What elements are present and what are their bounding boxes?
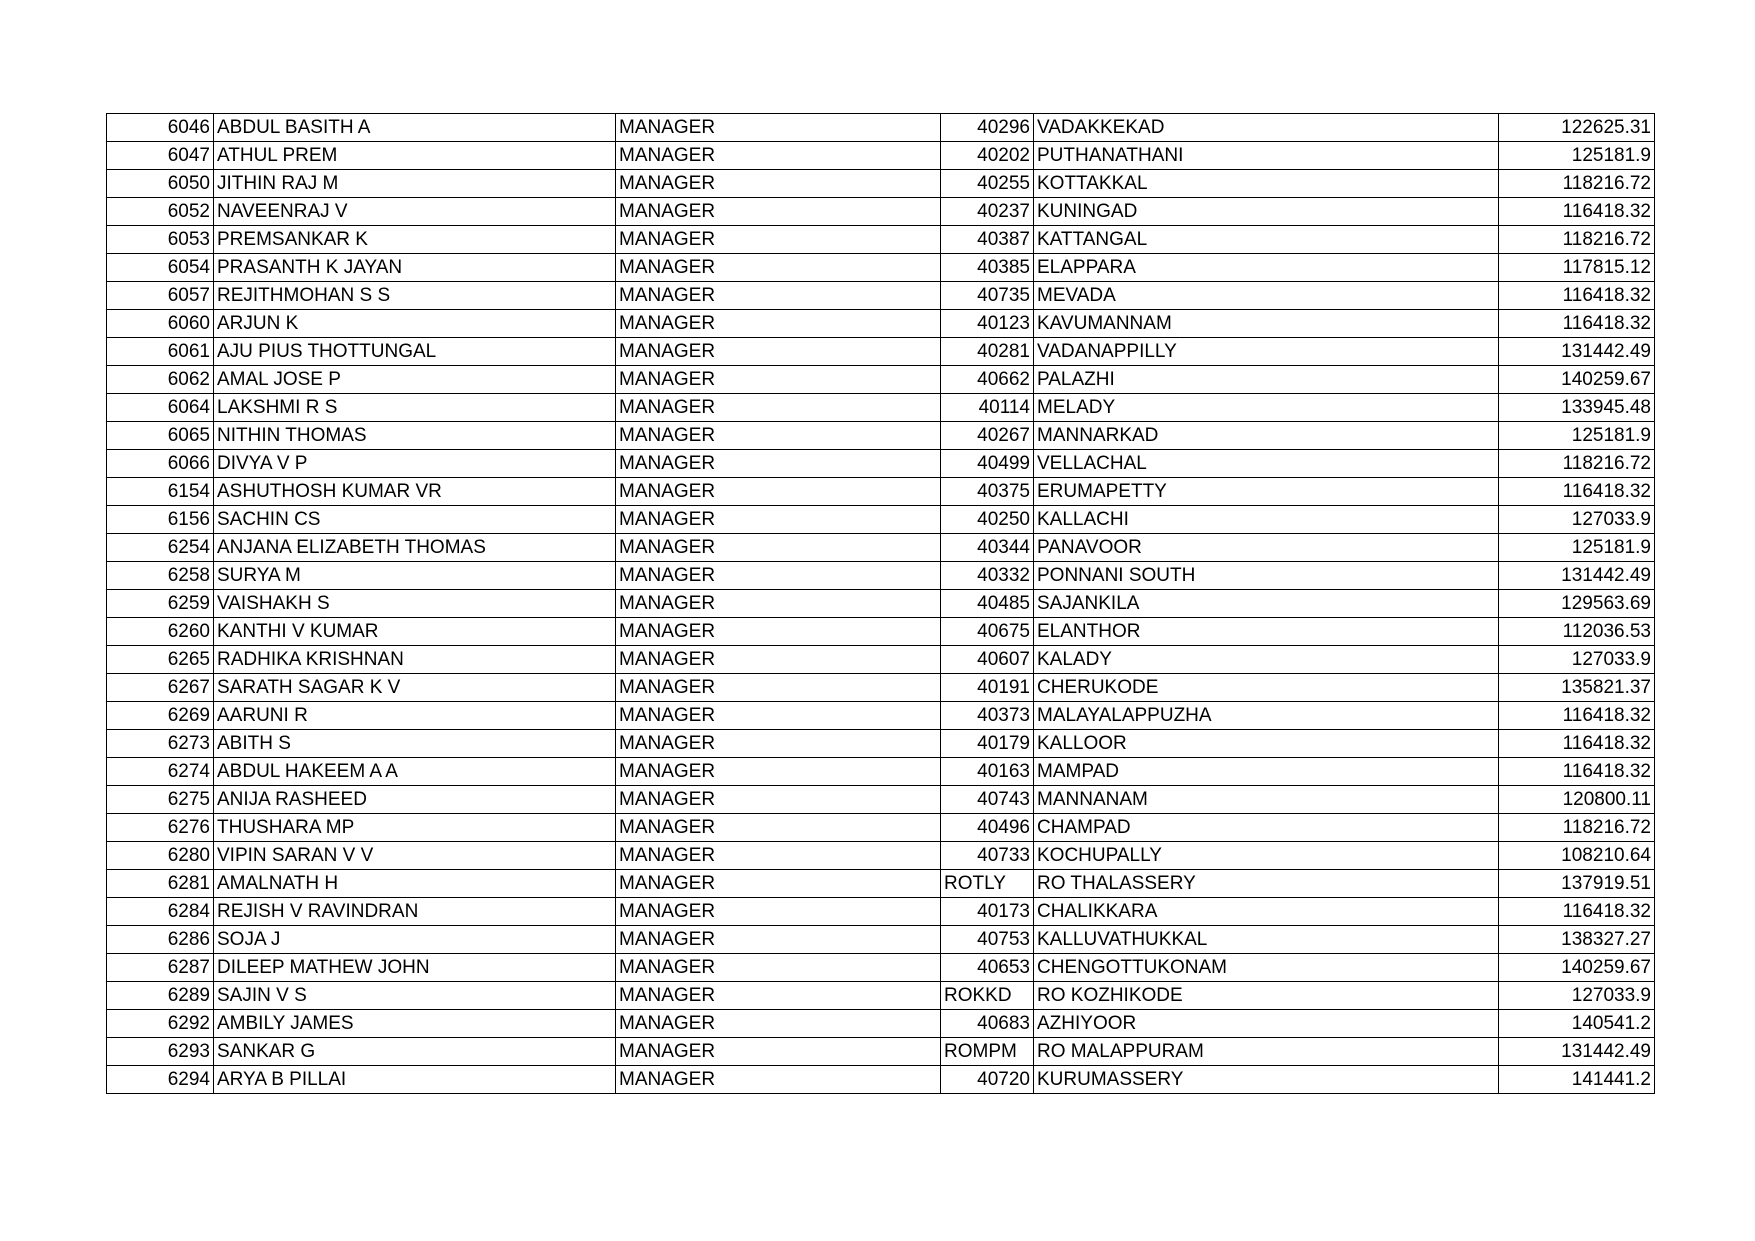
table-row — [107, 926, 1655, 954]
designation-cell: MANAGER — [616, 394, 941, 422]
branch-code-cell: 40653 — [941, 954, 1034, 982]
table-row — [107, 646, 1655, 674]
table-row — [107, 394, 1655, 422]
designation-cell: MANAGER — [616, 646, 941, 674]
branch-code-cell: 40173 — [941, 898, 1034, 926]
emp-id-cell: 6065 — [107, 422, 214, 450]
table-row — [107, 534, 1655, 562]
designation-cell: MANAGER — [616, 1038, 941, 1066]
branch-name-cell: CHAMPAD — [1034, 814, 1499, 842]
table-row — [107, 254, 1655, 282]
branch-name-cell: VADAKKEKAD — [1034, 114, 1499, 142]
emp-id-cell: 6267 — [107, 674, 214, 702]
branch-name-cell: PUTHANATHANI — [1034, 142, 1499, 170]
designation-cell: MANAGER — [616, 618, 941, 646]
employee-name-cell: ABITH S — [214, 730, 616, 758]
amount-cell: 120800.11 — [1499, 786, 1655, 814]
emp-id-cell: 6062 — [107, 366, 214, 394]
employee-name-cell: REJITHMOHAN S S — [214, 282, 616, 310]
table-row — [107, 618, 1655, 646]
designation-cell: MANAGER — [616, 674, 941, 702]
designation-cell: MANAGER — [616, 982, 941, 1010]
designation-cell: MANAGER — [616, 142, 941, 170]
branch-code-cell: 40267 — [941, 422, 1034, 450]
branch-code-cell: 40163 — [941, 758, 1034, 786]
emp-id-cell: 6066 — [107, 450, 214, 478]
amount-cell: 140259.67 — [1499, 954, 1655, 982]
branch-code-cell: 40743 — [941, 786, 1034, 814]
employee-name-cell: AMAL JOSE P — [214, 366, 616, 394]
emp-id-cell: 6289 — [107, 982, 214, 1010]
emp-id-cell: 6259 — [107, 590, 214, 618]
amount-cell: 117815.12 — [1499, 254, 1655, 282]
emp-id-cell: 6046 — [107, 114, 214, 142]
amount-cell: 125181.9 — [1499, 534, 1655, 562]
employee-name-cell: ABDUL HAKEEM A A — [214, 758, 616, 786]
branch-name-cell: CHENGOTTUKONAM — [1034, 954, 1499, 982]
amount-cell: 137919.51 — [1499, 870, 1655, 898]
amount-cell: 129563.69 — [1499, 590, 1655, 618]
branch-code-cell: 40385 — [941, 254, 1034, 282]
branch-name-cell: RO MALAPPURAM — [1034, 1038, 1499, 1066]
employee-name-cell: ASHUTHOSH KUMAR VR — [214, 478, 616, 506]
emp-id-cell: 6276 — [107, 814, 214, 842]
emp-id-cell: 6050 — [107, 170, 214, 198]
designation-cell: MANAGER — [616, 814, 941, 842]
emp-id-cell: 6265 — [107, 646, 214, 674]
amount-cell: 140541.2 — [1499, 1010, 1655, 1038]
amount-cell: 116418.32 — [1499, 898, 1655, 926]
branch-name-cell: KAVUMANNAM — [1034, 310, 1499, 338]
branch-name-cell: MAMPAD — [1034, 758, 1499, 786]
emp-id-cell: 6061 — [107, 338, 214, 366]
table-row — [107, 674, 1655, 702]
table-row — [107, 310, 1655, 338]
branch-name-cell: PALAZHI — [1034, 366, 1499, 394]
branch-code-cell: 40373 — [941, 702, 1034, 730]
employee-name-cell: SACHIN CS — [214, 506, 616, 534]
table-row — [107, 198, 1655, 226]
amount-cell: 131442.49 — [1499, 338, 1655, 366]
branch-name-cell: PANAVOOR — [1034, 534, 1499, 562]
designation-cell: MANAGER — [616, 842, 941, 870]
designation-cell: MANAGER — [616, 926, 941, 954]
amount-cell: 127033.9 — [1499, 982, 1655, 1010]
employee-name-cell: AARUNI R — [214, 702, 616, 730]
table-row — [107, 870, 1655, 898]
table-row — [107, 422, 1655, 450]
designation-cell: MANAGER — [616, 786, 941, 814]
branch-code-cell: 40720 — [941, 1066, 1034, 1094]
employee-name-cell: THUSHARA MP — [214, 814, 616, 842]
designation-cell: MANAGER — [616, 758, 941, 786]
branch-name-cell: AZHIYOOR — [1034, 1010, 1499, 1038]
employee-name-cell: LAKSHMI R S — [214, 394, 616, 422]
designation-cell: MANAGER — [616, 478, 941, 506]
employee-table — [106, 113, 1655, 1094]
amount-cell: 138327.27 — [1499, 926, 1655, 954]
branch-name-cell: VADANAPPILLY — [1034, 338, 1499, 366]
employee-name-cell: ARYA B PILLAI — [214, 1066, 616, 1094]
amount-cell: 131442.49 — [1499, 562, 1655, 590]
table-row — [107, 1066, 1655, 1094]
emp-id-cell: 6273 — [107, 730, 214, 758]
branch-code-cell: 40191 — [941, 674, 1034, 702]
designation-cell: MANAGER — [616, 590, 941, 618]
amount-cell: 116418.32 — [1499, 478, 1655, 506]
designation-cell: MANAGER — [616, 170, 941, 198]
branch-name-cell: ERUMAPETTY — [1034, 478, 1499, 506]
emp-id-cell: 6053 — [107, 226, 214, 254]
emp-id-cell: 6294 — [107, 1066, 214, 1094]
emp-id-cell: 6280 — [107, 842, 214, 870]
employee-name-cell: AJU PIUS THOTTUNGAL — [214, 338, 616, 366]
emp-id-cell: 6060 — [107, 310, 214, 338]
employee-name-cell: PRASANTH K JAYAN — [214, 254, 616, 282]
employee-name-cell: SOJA J — [214, 926, 616, 954]
branch-code-cell: 40675 — [941, 618, 1034, 646]
table-row — [107, 114, 1655, 142]
table-row — [107, 366, 1655, 394]
designation-cell: MANAGER — [616, 310, 941, 338]
employee-table-body — [107, 114, 1655, 1094]
employee-name-cell: ANIJA RASHEED — [214, 786, 616, 814]
branch-name-cell: MEVADA — [1034, 282, 1499, 310]
branch-name-cell: MELADY — [1034, 394, 1499, 422]
table-row — [107, 954, 1655, 982]
branch-name-cell: VELLACHAL — [1034, 450, 1499, 478]
table-row — [107, 758, 1655, 786]
emp-id-cell: 6258 — [107, 562, 214, 590]
branch-name-cell: MANNANAM — [1034, 786, 1499, 814]
branch-name-cell: KALADY — [1034, 646, 1499, 674]
branch-name-cell: ELAPPARA — [1034, 254, 1499, 282]
employee-name-cell: SARATH SAGAR K V — [214, 674, 616, 702]
amount-cell: 140259.67 — [1499, 366, 1655, 394]
emp-id-cell: 6287 — [107, 954, 214, 982]
designation-cell: MANAGER — [616, 562, 941, 590]
table-row — [107, 730, 1655, 758]
designation-cell: MANAGER — [616, 282, 941, 310]
amount-cell: 116418.32 — [1499, 730, 1655, 758]
branch-code-cell: 40753 — [941, 926, 1034, 954]
emp-id-cell: 6293 — [107, 1038, 214, 1066]
table-row — [107, 506, 1655, 534]
amount-cell: 118216.72 — [1499, 170, 1655, 198]
employee-name-cell: ARJUN K — [214, 310, 616, 338]
branch-code-cell: 40255 — [941, 170, 1034, 198]
designation-cell: MANAGER — [616, 870, 941, 898]
branch-name-cell: MALAYALAPPUZHA — [1034, 702, 1499, 730]
branch-name-cell: PONNANI SOUTH — [1034, 562, 1499, 590]
emp-id-cell: 6052 — [107, 198, 214, 226]
amount-cell: 118216.72 — [1499, 450, 1655, 478]
branch-code-cell: 40114 — [941, 394, 1034, 422]
branch-name-cell: MANNARKAD — [1034, 422, 1499, 450]
emp-id-cell: 6275 — [107, 786, 214, 814]
amount-cell: 141441.2 — [1499, 1066, 1655, 1094]
table-row — [107, 590, 1655, 618]
designation-cell: MANAGER — [616, 506, 941, 534]
table-row — [107, 814, 1655, 842]
table-row — [107, 450, 1655, 478]
employee-name-cell: DIVYA V P — [214, 450, 616, 478]
table-row — [107, 338, 1655, 366]
branch-name-cell: RO THALASSERY — [1034, 870, 1499, 898]
branch-name-cell: KALLACHI — [1034, 506, 1499, 534]
branch-name-cell: KALLUVATHUKKAL — [1034, 926, 1499, 954]
table-row — [107, 562, 1655, 590]
emp-id-cell: 6154 — [107, 478, 214, 506]
branch-code-cell: 40733 — [941, 842, 1034, 870]
amount-cell: 108210.64 — [1499, 842, 1655, 870]
designation-cell: MANAGER — [616, 954, 941, 982]
amount-cell: 133945.48 — [1499, 394, 1655, 422]
employee-name-cell: DILEEP MATHEW JOHN — [214, 954, 616, 982]
amount-cell: 116418.32 — [1499, 198, 1655, 226]
table-row — [107, 170, 1655, 198]
employee-name-cell: ABDUL BASITH A — [214, 114, 616, 142]
table-row — [107, 1010, 1655, 1038]
amount-cell: 131442.49 — [1499, 1038, 1655, 1066]
table-row — [107, 842, 1655, 870]
employee-name-cell: NAVEENRAJ V — [214, 198, 616, 226]
employee-name-cell: JITHIN RAJ M — [214, 170, 616, 198]
branch-name-cell: KURUMASSERY — [1034, 1066, 1499, 1094]
table-row — [107, 226, 1655, 254]
branch-code-cell: 40179 — [941, 730, 1034, 758]
employee-name-cell: VAISHAKH S — [214, 590, 616, 618]
designation-cell: MANAGER — [616, 366, 941, 394]
branch-name-cell: CHERUKODE — [1034, 674, 1499, 702]
emp-id-cell: 6281 — [107, 870, 214, 898]
branch-name-cell: KATTANGAL — [1034, 226, 1499, 254]
emp-id-cell: 6269 — [107, 702, 214, 730]
employee-name-cell: AMBILY JAMES — [214, 1010, 616, 1038]
emp-id-cell: 6057 — [107, 282, 214, 310]
table-row — [107, 898, 1655, 926]
branch-code-cell: 40123 — [941, 310, 1034, 338]
emp-id-cell: 6064 — [107, 394, 214, 422]
employee-name-cell: AMALNATH H — [214, 870, 616, 898]
amount-cell: 125181.9 — [1499, 422, 1655, 450]
branch-code-cell: 40387 — [941, 226, 1034, 254]
table-row — [107, 478, 1655, 506]
table-row — [107, 282, 1655, 310]
branch-code-cell: 40296 — [941, 114, 1034, 142]
table-row — [107, 702, 1655, 730]
amount-cell: 118216.72 — [1499, 814, 1655, 842]
designation-cell: MANAGER — [616, 702, 941, 730]
designation-cell: MANAGER — [616, 450, 941, 478]
branch-code-cell: 40237 — [941, 198, 1034, 226]
amount-cell: 116418.32 — [1499, 758, 1655, 786]
employee-name-cell: ANJANA ELIZABETH THOMAS — [214, 534, 616, 562]
amount-cell: 127033.9 — [1499, 646, 1655, 674]
amount-cell: 122625.31 — [1499, 114, 1655, 142]
emp-id-cell: 6292 — [107, 1010, 214, 1038]
branch-code-cell: 40485 — [941, 590, 1034, 618]
table-row — [107, 1038, 1655, 1066]
table-row — [107, 786, 1655, 814]
designation-cell: MANAGER — [616, 1066, 941, 1094]
branch-name-cell: CHALIKKARA — [1034, 898, 1499, 926]
branch-code-cell: ROKKD — [941, 982, 1034, 1010]
emp-id-cell: 6156 — [107, 506, 214, 534]
employee-name-cell: NITHIN THOMAS — [214, 422, 616, 450]
amount-cell: 112036.53 — [1499, 618, 1655, 646]
branch-code-cell: 40683 — [941, 1010, 1034, 1038]
table-row — [107, 142, 1655, 170]
designation-cell: MANAGER — [616, 338, 941, 366]
designation-cell: MANAGER — [616, 198, 941, 226]
amount-cell: 118216.72 — [1499, 226, 1655, 254]
emp-id-cell: 6047 — [107, 142, 214, 170]
employee-name-cell: RADHIKA KRISHNAN — [214, 646, 616, 674]
designation-cell: MANAGER — [616, 898, 941, 926]
emp-id-cell: 6254 — [107, 534, 214, 562]
branch-name-cell: KALLOOR — [1034, 730, 1499, 758]
amount-cell: 135821.37 — [1499, 674, 1655, 702]
employee-name-cell: SURYA M — [214, 562, 616, 590]
branch-code-cell: 40250 — [941, 506, 1034, 534]
amount-cell: 127033.9 — [1499, 506, 1655, 534]
designation-cell: MANAGER — [616, 534, 941, 562]
employee-name-cell: KANTHI V KUMAR — [214, 618, 616, 646]
employee-name-cell: SANKAR G — [214, 1038, 616, 1066]
employee-name-cell: PREMSANKAR K — [214, 226, 616, 254]
designation-cell: MANAGER — [616, 114, 941, 142]
branch-code-cell: 40735 — [941, 282, 1034, 310]
table-row — [107, 982, 1655, 1010]
branch-name-cell: SAJANKILA — [1034, 590, 1499, 618]
designation-cell: MANAGER — [616, 1010, 941, 1038]
branch-name-cell: ELANTHOR — [1034, 618, 1499, 646]
employee-name-cell: VIPIN SARAN V V — [214, 842, 616, 870]
branch-name-cell: KUNINGAD — [1034, 198, 1499, 226]
employee-name-cell: ATHUL PREM — [214, 142, 616, 170]
amount-cell: 116418.32 — [1499, 282, 1655, 310]
branch-code-cell: 40662 — [941, 366, 1034, 394]
branch-code-cell: ROMPM — [941, 1038, 1034, 1066]
branch-code-cell: 40607 — [941, 646, 1034, 674]
emp-id-cell: 6260 — [107, 618, 214, 646]
employee-name-cell: SAJIN V S — [214, 982, 616, 1010]
branch-code-cell: 40332 — [941, 562, 1034, 590]
designation-cell: MANAGER — [616, 226, 941, 254]
amount-cell: 116418.32 — [1499, 310, 1655, 338]
amount-cell: 125181.9 — [1499, 142, 1655, 170]
emp-id-cell: 6274 — [107, 758, 214, 786]
branch-name-cell: RO KOZHIKODE — [1034, 982, 1499, 1010]
emp-id-cell: 6286 — [107, 926, 214, 954]
branch-code-cell: 40344 — [941, 534, 1034, 562]
branch-code-cell: 40496 — [941, 814, 1034, 842]
branch-name-cell: KOTTAKKAL — [1034, 170, 1499, 198]
branch-code-cell: ROTLY — [941, 870, 1034, 898]
branch-code-cell: 40375 — [941, 478, 1034, 506]
emp-id-cell: 6054 — [107, 254, 214, 282]
branch-name-cell: KOCHUPALLY — [1034, 842, 1499, 870]
employee-name-cell: REJISH V RAVINDRAN — [214, 898, 616, 926]
branch-code-cell: 40499 — [941, 450, 1034, 478]
designation-cell: MANAGER — [616, 422, 941, 450]
branch-code-cell: 40202 — [941, 142, 1034, 170]
branch-code-cell: 40281 — [941, 338, 1034, 366]
emp-id-cell: 6284 — [107, 898, 214, 926]
designation-cell: MANAGER — [616, 254, 941, 282]
amount-cell: 116418.32 — [1499, 702, 1655, 730]
designation-cell: MANAGER — [616, 730, 941, 758]
